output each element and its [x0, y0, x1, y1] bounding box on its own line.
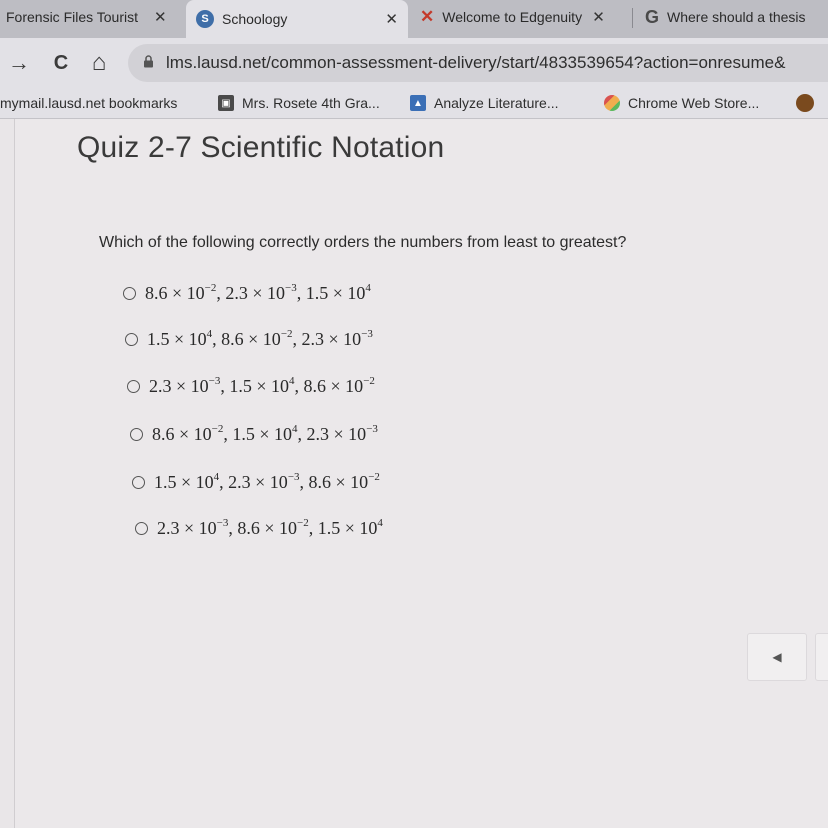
sci-notation-term: $8.6 \times 10^{-2}$	[237, 517, 309, 538]
tab-label: Schoology	[222, 11, 288, 27]
option-expression: $2.3 \times 10^{-3}$, $1.5 \times 10^4$, $8.6 \times 10^{-2}$	[149, 375, 375, 396]
answer-option-2[interactable]	[125, 329, 373, 350]
bookmark-label: Analyze Literature...	[434, 95, 559, 111]
forward-arrow-icon[interactable]: →	[8, 50, 30, 75]
reload-icon[interactable]: C	[53, 51, 69, 74]
tab-strip	[0, 0, 828, 38]
question-text: Which of the following correctly orders the numbers from least to greatest?	[99, 234, 627, 251]
chevron-left-icon: ◀	[772, 650, 782, 664]
option-expression: $2.3 \times 10^{-3}$, $8.6 \times 10^{-2}$, $1.5 \times 10^4$	[157, 517, 383, 538]
option-expression: $8.6 \times 10^{-2}$, $1.5 \times 10^4$, $2.3 \times 10^{-3}$	[152, 423, 378, 444]
browser-toolbar	[0, 38, 828, 88]
answer-option-3[interactable]	[127, 376, 375, 397]
answer-option-6[interactable]	[135, 518, 383, 539]
pumpkin-icon	[796, 94, 814, 112]
answer-option-1[interactable]	[123, 283, 371, 304]
sci-notation-term: $8.6 \times 10^{-2}$	[145, 282, 217, 303]
bookmark-label: mymail.lausd.net bookmarks	[0, 95, 178, 111]
radio-button[interactable]	[127, 380, 140, 393]
answer-option-5[interactable]	[132, 472, 380, 493]
answer-option-4[interactable]	[130, 424, 378, 445]
tab-label: Where should a thesis	[667, 9, 806, 25]
sci-notation-term: $1.5 \times 10^4$	[147, 328, 213, 349]
tab-schoology[interactable]	[186, 0, 408, 38]
close-icon[interactable]: ✕	[154, 9, 167, 26]
home-icon[interactable]: ⌂	[91, 49, 107, 76]
sci-notation-term: $2.3 \times 10^{-3}$	[301, 328, 373, 349]
page-title: Quiz 2-7 Scientific Notation	[77, 131, 445, 164]
google-icon: G	[645, 6, 660, 27]
bookmark-label: Chrome Web Store...	[628, 95, 760, 111]
quiz-page	[14, 119, 828, 828]
sci-notation-term: $1.5 \times 10^4$	[305, 282, 371, 303]
bookmark-analyze-literature[interactable]	[410, 92, 559, 114]
sci-notation-term: $2.3 \times 10^{-3}$	[149, 375, 221, 396]
sci-notation-term: $8.6 \times 10^{-2}$	[303, 375, 375, 396]
sci-notation-term: $1.5 \times 10^4$	[317, 517, 383, 538]
tab-separator	[632, 8, 633, 28]
classroom-icon: ▲	[410, 95, 426, 111]
bookmark-chrome-web-store[interactable]	[604, 92, 759, 114]
previous-button[interactable]	[747, 633, 807, 681]
sci-notation-term: $2.3 \times 10^{-3}$	[306, 423, 378, 444]
close-icon[interactable]: ✕	[592, 9, 605, 26]
sci-notation-term: $8.6 \times 10^{-2}$	[308, 471, 380, 492]
sci-notation-term: $8.6 \times 10^{-2}$	[221, 328, 293, 349]
bookmark-mrs-rosete[interactable]	[218, 92, 380, 114]
tab-label: Welcome to Edgenuity	[442, 9, 583, 25]
sci-notation-term: $1.5 \times 10^4$	[229, 375, 295, 396]
bookmarks-bar	[0, 88, 828, 119]
radio-button[interactable]	[125, 333, 138, 346]
tab-google-search[interactable]	[645, 0, 828, 34]
radio-button[interactable]	[130, 428, 143, 441]
address-bar[interactable]	[128, 44, 828, 82]
sci-notation-term: $1.5 \times 10^4$	[232, 423, 298, 444]
sci-notation-term: $2.3 \times 10^{-3}$	[228, 471, 300, 492]
radio-button[interactable]	[135, 522, 148, 535]
next-button[interactable]	[815, 633, 828, 681]
sci-notation-term: $2.3 \times 10^{-3}$	[157, 517, 229, 538]
bookmark-extra[interactable]	[796, 92, 822, 114]
bookmark-label: Mrs. Rosete 4th Gra...	[242, 95, 380, 111]
sci-notation-term: $8.6 \times 10^{-2}$	[152, 423, 224, 444]
sci-notation-term: $2.3 \times 10^{-3}$	[225, 282, 297, 303]
close-icon[interactable]: ✕	[385, 11, 398, 28]
option-expression: $1.5 \times 10^4$, $2.3 \times 10^{-3}$, $8.6 \times 10^{-2}$	[154, 471, 380, 492]
edgenuity-icon: ✕	[420, 7, 435, 26]
web-store-icon	[604, 95, 620, 111]
tab-label: Forensic Files Tourist	[6, 9, 139, 25]
bookmark-mymail[interactable]	[0, 92, 177, 114]
sci-notation-term: $1.5 \times 10^4$	[154, 471, 220, 492]
schoology-icon: S	[196, 10, 214, 28]
option-expression: $8.6 \times 10^{-2}$, $2.3 \times 10^{-3}$, $1.5 \times 10^4$	[145, 282, 371, 303]
tab-edgenuity[interactable]	[420, 0, 625, 34]
url-text[interactable]: lms.lausd.net/common-assessment-delivery/start/4833539654?action=onresume&	[166, 53, 786, 72]
radio-button[interactable]	[132, 476, 145, 489]
tab-forensic-files[interactable]	[0, 0, 184, 34]
classroom-icon: ▣	[218, 95, 234, 111]
radio-button[interactable]	[123, 287, 136, 300]
option-expression: $1.5 \times 10^4$, $8.6 \times 10^{-2}$, $2.3 \times 10^{-3}$	[147, 328, 373, 349]
lock-icon	[138, 55, 158, 71]
